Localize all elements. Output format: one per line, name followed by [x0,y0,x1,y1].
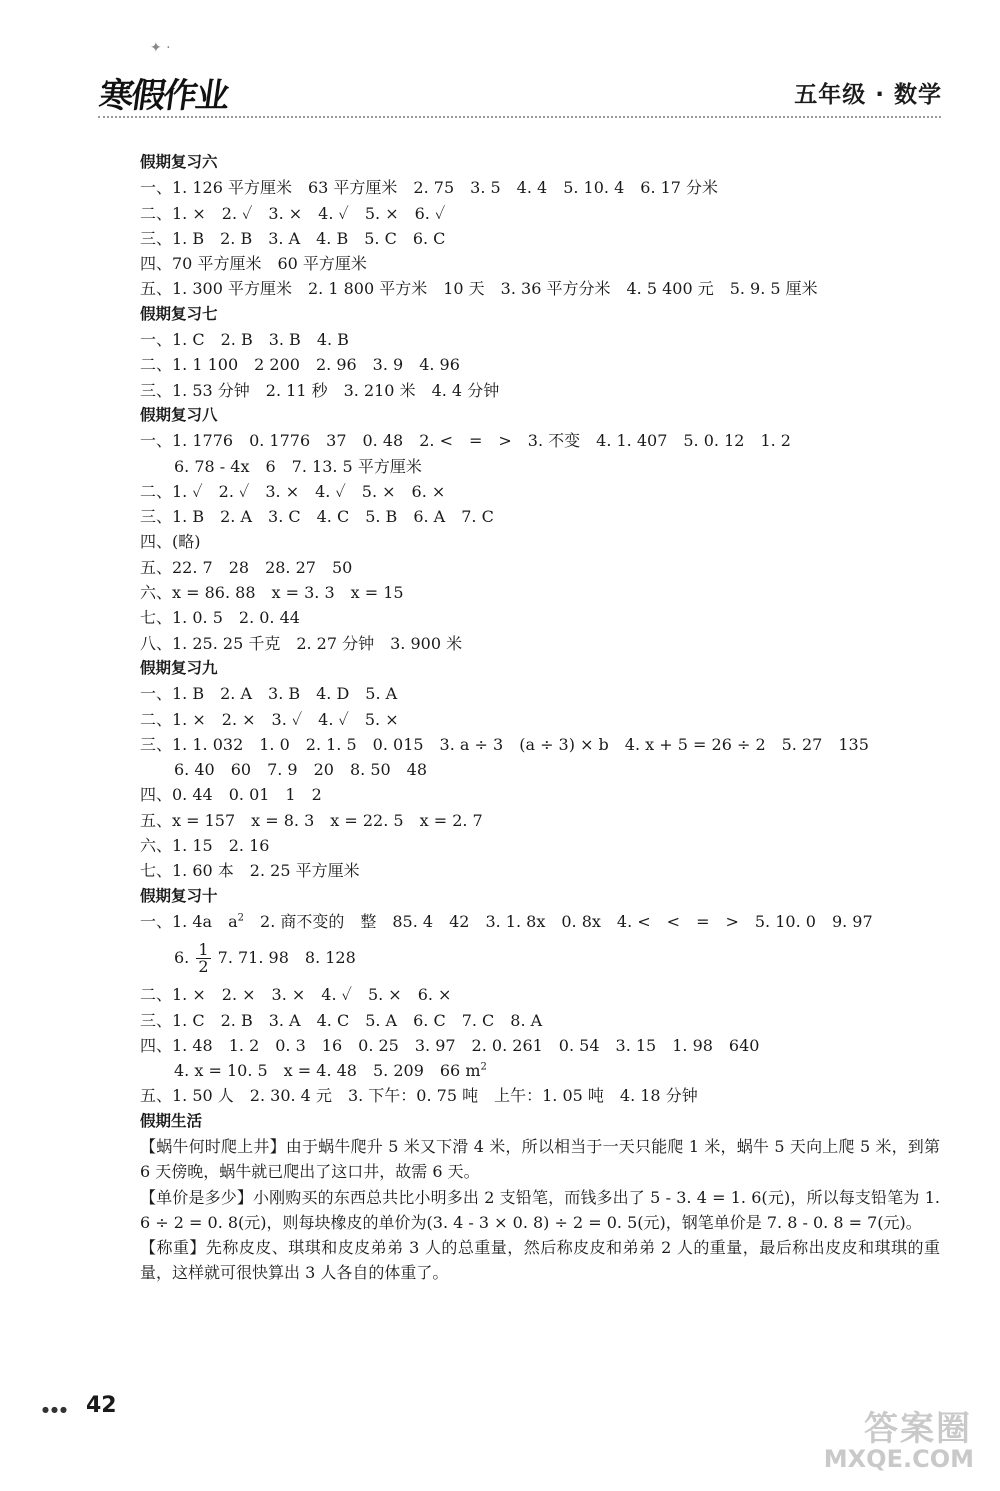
watermark-logo: 答案圈 [864,1409,972,1449]
fraction-denominator: 2 [198,957,209,977]
life-paragraphs [140,1134,940,1286]
watermark-url: MXQE.COM [823,1445,974,1473]
paragraph-text: 小刚购买的东西总共比小明多出 2 支铅笔，而钱多出了 5 - 3. 4 = 1. 6(元)，所以每支铅笔为 1. 6 ÷ 2 = 0. 8(元)，则每块橡皮的单价为(3. 4 - 3 × 0. 8) ÷ 2 = 0. 5(元)，钢笔单价是 7. 8 - 0. 8 = 7(元)。 [140,1187,940,1232]
answer-line: 四、70 平方厘米 60 平方厘米 [140,254,367,274]
answer-line: 二、1. × 2. × 3. ✓ 4. ✓ 5. × [140,709,399,729]
answer-line: 八、1. 25. 25 千克 2. 27 分钟 3. 900 米 [140,633,463,653]
grade-subject-label: 五年级 · 数学 [794,82,942,108]
paragraph [140,1235,940,1286]
answer-line: 三、1. B 2. B 3. A 4. B 5. C 6. C [140,228,446,248]
exponent: 2 [480,1061,487,1073]
answer-line: 一、1. 1776 0. 1776 37 0. 48 2. < = > 3. 不变 4. 1. 407 5. 0. 12 1. 2 [140,431,791,451]
page-header [0,0,1000,130]
paragraph-text: 先称皮皮、琪琪和皮皮弟弟 3 人的总重量，然后称皮皮和弟弟 2 人的重量，最后称出皮皮和琪琪的重量，这样就可很快算出 3 人各自的体重了。 [140,1238,940,1283]
answer-line: 四、1. 48 1. 2 0. 3 16 0. 25 3. 97 2. 0. 261 0. 54 3. 15 1. 98 640 [140,1035,760,1055]
book-logo: 寒假作业 [96,76,231,116]
answer-line: 五、x = 157 x = 8. 3 x = 22. 5 x = 2. 7 [140,810,483,830]
answer-line: 七、1. 60 本 2. 25 平方厘米 [140,861,360,881]
answer-line: 三、1. C 2. B 3. A 4. C 5. A 6. C 7. C 8. A [140,1010,543,1030]
paragraph-label: 【蜗牛何时爬上井】 [140,1136,286,1156]
answer-line: 一、1. 126 平方厘米 63 平方厘米 2. 75 3. 5 4. 4 5. 10. 4 6. 17 分米 [140,178,719,198]
answer-line: 三、1. B 2. A 3. C 4. C 5. B 6. A 7. C [140,507,494,527]
paragraph [140,1134,940,1185]
answer-text: 7. 71. 98 8. 128 [217,948,356,968]
section-title: 假期复习九 [140,658,218,677]
answer-text: 2. 商不变的 整 85. 4 42 3. 1. 8x 0. 8x 4. < < = > 5. 10. 0 9. 97 [260,911,873,931]
paragraph-text: 由于蜗牛爬升 5 米又下滑 4 米，所以相当于一天只能爬 1 米，蜗牛 5 天向上爬 5 米，到第 6 天傍晚，蜗牛就已爬出了这口井，故需 6 天。 [140,1136,940,1182]
answer-line: 二、1. × 2. × 3. × 4. ✓ 5. × 6. × [140,985,452,1005]
answer-line: 二、1. × 2. ✓ 3. × 4. ✓ 5. × 6. ✓ [140,203,446,223]
answer-line: 七、1. 0. 5 2. 0. 44 [140,608,300,628]
answer-line: 三、1. 53 分钟 2. 11 秒 3. 210 米 4. 4 分钟 [140,380,500,400]
answer-content [140,150,940,1286]
page-dots-icon: ●●● [42,1405,69,1414]
answer-line: 一、1. C 2. B 3. B 4. B [140,330,349,350]
watermark [798,1401,978,1477]
answer-line [140,934,940,982]
section-title: 假期复习七 [140,304,218,323]
fraction-numerator: 1 [198,940,209,960]
answer-text: 一、1. 4a a [140,911,238,931]
answer-line: 五、22. 7 28 28. 27 50 [140,557,353,577]
paragraph-label: 【称重】 [140,1238,206,1258]
answer-text: 4. x = 10. 5 x = 4. 48 5. 209 66 m [174,1061,481,1081]
fraction [196,942,210,975]
paragraph [140,1185,940,1236]
section-title: 假期复习十 [140,886,218,905]
answer-line: 二、1. 1 100 2 200 2. 96 3. 9 4. 96 [140,355,460,375]
logo-decoration-icon: ✦ · [150,40,171,56]
header-divider [98,116,941,118]
answer-line: 五、1. 300 平方厘米 2. 1 800 平方米 10 天 3. 36 平方分米 4. 5 400 元 5. 9. 5 厘米 [140,279,818,299]
answer-line: 六、1. 15 2. 16 [140,836,270,856]
answer-line: 6. 40 60 7. 9 20 8. 50 48 [174,760,428,780]
section-title: 假期复习八 [140,405,218,424]
answer-line: 四、0. 44 0. 01 1 2 [140,785,322,805]
answer-line [140,1058,940,1083]
answer-line: 一、1. B 2. A 3. B 4. D 5. A [140,684,398,704]
answer-line: 三、1. 1. 032 1. 0 2. 1. 5 0. 015 3. a ÷ 3 (a ÷ 3) × b 4. x + 5 = 26 ÷ 2 5. 27 135 [140,734,869,754]
section-title: 假期复习六 [140,153,218,171]
section-title: 假期生活 [140,1111,203,1130]
answer-text: 6. [174,948,190,968]
paragraph-label: 【单价是多少】 [140,1187,254,1207]
answer-line: 五、1. 50 人 2. 30. 4 元 3. 下午：0. 75 吨 上午：1. 05 吨 4. 18 分钟 [140,1086,698,1106]
answer-line: 二、1. ✓ 2. ✓ 3. × 4. ✓ 5. × 6. × [140,481,446,501]
page-number: 42 [86,1393,117,1418]
exponent: 2 [237,912,244,924]
answer-line: 四、(略) [140,532,201,552]
answer-line [140,909,940,934]
answer-line: 六、x = 86. 88 x = 3. 3 x = 15 [140,583,404,603]
answer-line: 6. 78 - 4x 6 7. 13. 5 平方厘米 [174,456,422,476]
